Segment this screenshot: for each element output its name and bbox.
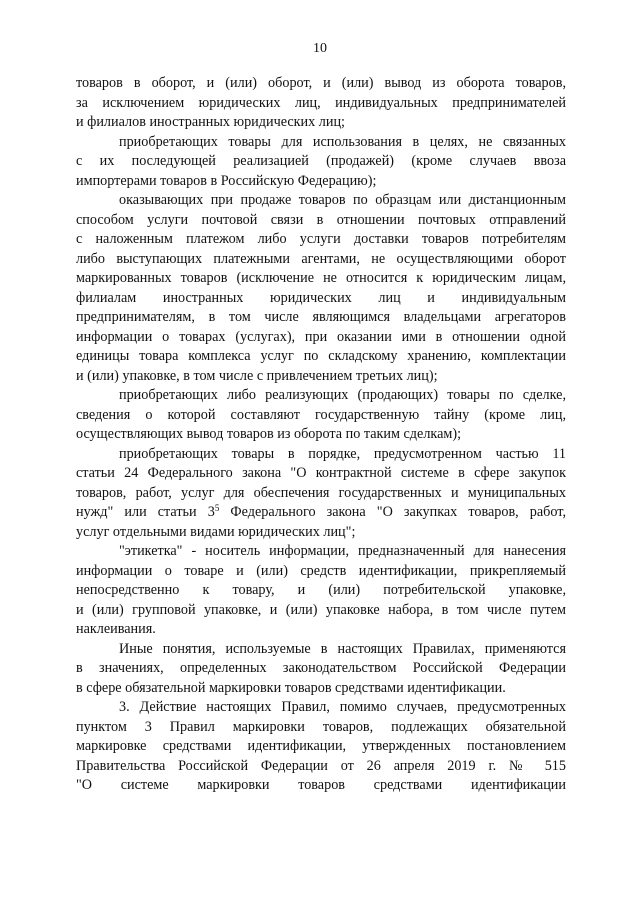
- paragraph-line: товаров в оборот, и (или) оборот, и (или) вывод из оборота товаров,: [76, 75, 566, 91]
- paragraph-line: приобретающих товары в порядке, предусмотренном частью 11: [119, 445, 566, 462]
- paragraph-line: маркированных товаров (исключение не относится к юридическим лицам,: [76, 270, 566, 286]
- paragraph-line: способом услуги почтовой связи в отношении почтовых отправлений: [76, 211, 566, 228]
- paragraph-line: товаров, работ, услуг для обеспечения государственных и муниципальных: [76, 484, 566, 501]
- paragraph-line: и (или) упаковке, в том числе с привлечением третьих лиц);: [76, 367, 438, 384]
- paragraph-line: единицы товара комплекса услуг по складскому хранению, комплектации: [76, 348, 566, 364]
- paragraph-line: либо выступающих платежными агентами, не осуществляющими оборот: [76, 250, 566, 267]
- paragraph-line: приобретающих товары для использования в целях, не связанных: [119, 133, 566, 150]
- paragraph-line: с их последующей реализацией (продажей) (кроме случаев ввоза: [76, 153, 566, 169]
- paragraph-line: и (или) групповой упаковке, и (или) упаковке набора, в том числе путем: [76, 601, 566, 618]
- paragraph: [76, 640, 566, 699]
- paragraph-line: сведения о которой составляют государственную тайну (кроме лиц,: [76, 406, 566, 423]
- paragraph: [76, 386, 566, 445]
- paragraph-line: услуг отдельными видами юридических лиц";: [76, 523, 356, 540]
- paragraph-line: "О системе маркировки товаров средствами идентификации: [76, 777, 566, 793]
- paragraph-line: нужд" или статьи $3^5$ Федерального закона "О закупках товаров, работ,: [76, 503, 566, 520]
- paragraph-line: информации о товарах (услугах), при оказании ими в отношении одной: [76, 328, 566, 345]
- paragraph-line: в значениях, определенных законодательством Российской Федерации: [76, 660, 566, 676]
- paragraph-line: информации о товаре и (или) средств идентификации, прикрепляемый: [76, 562, 566, 579]
- document-body: [76, 74, 566, 796]
- paragraph-line: маркировке средствами идентификации, утвержденных постановлением: [76, 738, 566, 754]
- paragraph-line: филиалам иностранных юридических лиц и индивидуальным: [76, 289, 566, 306]
- paragraph-line: приобретающих либо реализующих (продающих) товары по сделке,: [119, 387, 566, 403]
- paragraph: [76, 445, 566, 543]
- paragraph: [76, 133, 566, 192]
- paragraph-line: Иные понятия, используемые в настоящих Правилах, применяются: [119, 640, 566, 657]
- paragraph-line: 3. Действие настоящих Правил, помимо случаев, предусмотренных: [119, 699, 566, 715]
- paragraph-line: "этикетка" - носитель информации, предназначенный для нанесения: [119, 543, 566, 559]
- paragraph-line: предпринимателям, в том числе являющимся владельцами агрегаторов: [76, 309, 566, 325]
- paragraph-line: в сфере обязательной маркировки товаров средствами идентификации.: [76, 679, 506, 696]
- paragraph-line: Правительства Российской Федерации от 26 апреля 2019 г. № 515: [76, 757, 566, 774]
- paragraph-line: непосредственно к товару, и (или) потребительской упаковке,: [76, 582, 566, 598]
- paragraph-line: оказывающих при продаже товаров по образцам или дистанционным: [119, 192, 566, 208]
- paragraph-line: осуществляющих вывод товаров из оборота по таким сделкам);: [76, 426, 462, 442]
- page-number: 10: [313, 41, 327, 56]
- paragraph: [76, 542, 566, 640]
- paragraph-line: наклеивания.: [76, 621, 156, 637]
- paragraph: [76, 191, 566, 386]
- paragraph-line: и филиалов иностранных юридических лиц;: [76, 114, 346, 130]
- paragraph-line: за исключением юридических лиц, индивидуальных предпринимателей: [76, 94, 566, 111]
- paragraph-line: импортерами товаров в Российскую Федерацию);: [76, 172, 377, 189]
- paragraph: [76, 74, 566, 133]
- paragraph: [76, 698, 566, 796]
- paragraph-line: статьи 24 Федерального закона "О контрактной системе в сфере закупок: [76, 465, 566, 481]
- paragraph-line: пунктом 3 Правил маркировки товаров, подлежащих обязательной: [76, 718, 566, 735]
- paragraph-line: с наложенным платежом либо услуги доставки товаров потребителям: [76, 231, 566, 247]
